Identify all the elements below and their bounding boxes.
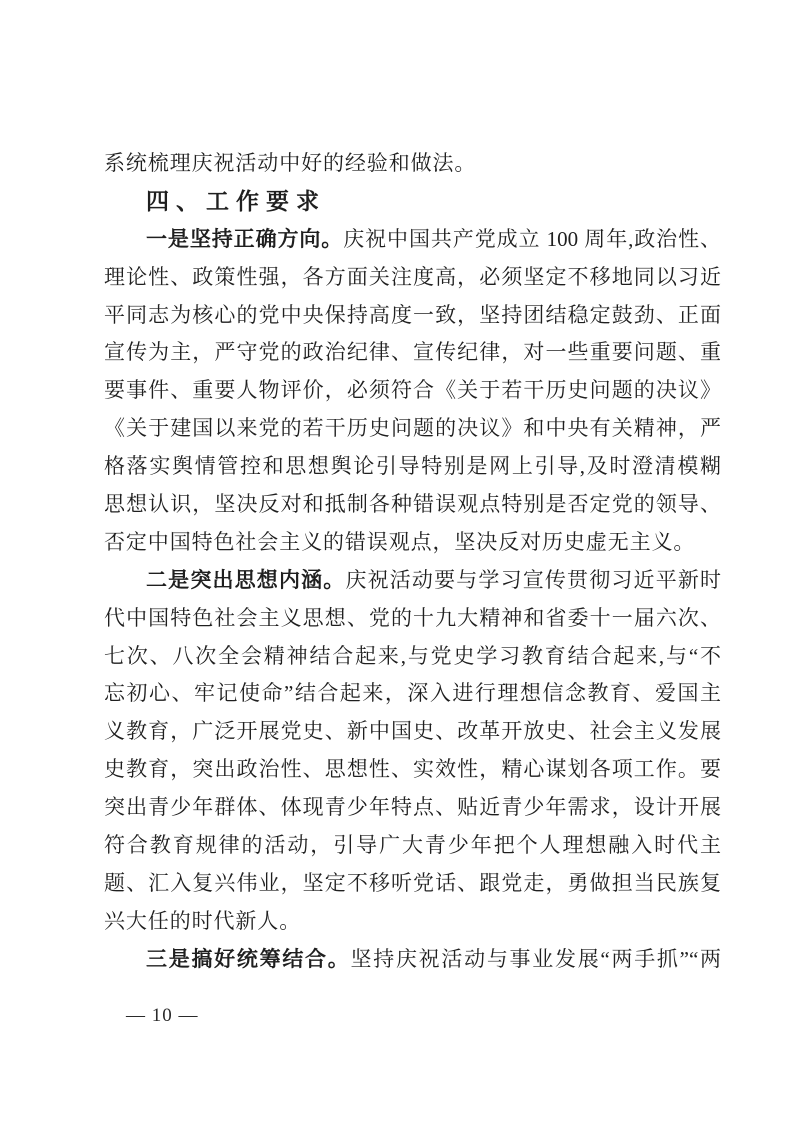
- page-number: — 10 —: [126, 1005, 199, 1026]
- text-line: 题、汇入复兴伟业，坚定不移听党话、跟党走，勇做担当民族复: [104, 870, 721, 895]
- text-line: 理论性、政策性强，各方面关注度高，必须坚定不移地同以习近: [104, 264, 721, 289]
- paragraph-lead: 三是搞好统筹结合。: [146, 946, 351, 971]
- section-heading: 四、工作要求: [146, 187, 326, 214]
- text-line: 突出青少年群体、体现青少年特点、贴近青少年需求，设计开展: [104, 795, 721, 820]
- text-line-rest: 庆祝活动要与学习宣传贯彻习近平新时: [345, 567, 721, 592]
- text-line: 要事件、重要人物评价，必须符合《关于若干历史问题的决议》: [104, 378, 721, 403]
- text-block: [104, 145, 721, 979]
- text-line: 兴大任的时代新人。: [104, 908, 302, 933]
- paragraph-lead: 一是坚持正确方向。: [146, 226, 344, 251]
- text-line: 系统梳理庆祝活动中好的经验和做法。: [104, 151, 477, 175]
- text-line: 义教育，广泛开展党史、新中国史、改革开放史、社会主义发展: [104, 719, 721, 744]
- text-line: 忘初心、牢记使命”结合起来，深入进行理想信念教育、爱国主: [104, 681, 721, 706]
- text-line: 思想认识，坚决反对和抵制各种错误观点特别是否定党的领导、: [104, 492, 721, 517]
- text-line-rest: 庆祝中国共产党成立 100 周年,政治性、: [343, 226, 721, 251]
- text-line-rest: 坚持庆祝活动与事业发展“两手抓”“两: [350, 946, 721, 971]
- text-line: 符合教育规律的活动，引导广大青少年把个人理想融入时代主: [104, 833, 721, 858]
- text-line: 《关于建国以来党的若干历史问题的决议》和中央有关精神，严: [104, 416, 721, 441]
- text-line: [104, 562, 721, 600]
- text-line: 格落实舆情管控和思想舆论引导特别是网上引导,及时澄清模糊: [104, 454, 721, 479]
- text-line: 否定中国特色社会主义的错误观点，坚决反对历史虚无主义。: [104, 529, 696, 554]
- text-line: [104, 941, 721, 979]
- text-line: 史教育，突出政治性、思想性、实效性，精心谋划各项工作。要: [104, 757, 721, 782]
- paragraph-lead: 二是突出思想内涵。: [146, 567, 346, 592]
- text-line: [104, 221, 721, 259]
- text-line: 宣传为主，严守党的政治纪律、宣传纪律，对一些重要问题、重: [104, 340, 721, 365]
- text-line: 七次、八次全会精神结合起来,与党史学习教育结合起来,与“不: [104, 643, 721, 668]
- text-line: 代中国特色社会主义思想、党的十九大精神和省委十一届六次、: [104, 605, 721, 630]
- text-line: 平同志为核心的党中央保持高度一致，坚持团结稳定鼓劲、正面: [104, 302, 721, 327]
